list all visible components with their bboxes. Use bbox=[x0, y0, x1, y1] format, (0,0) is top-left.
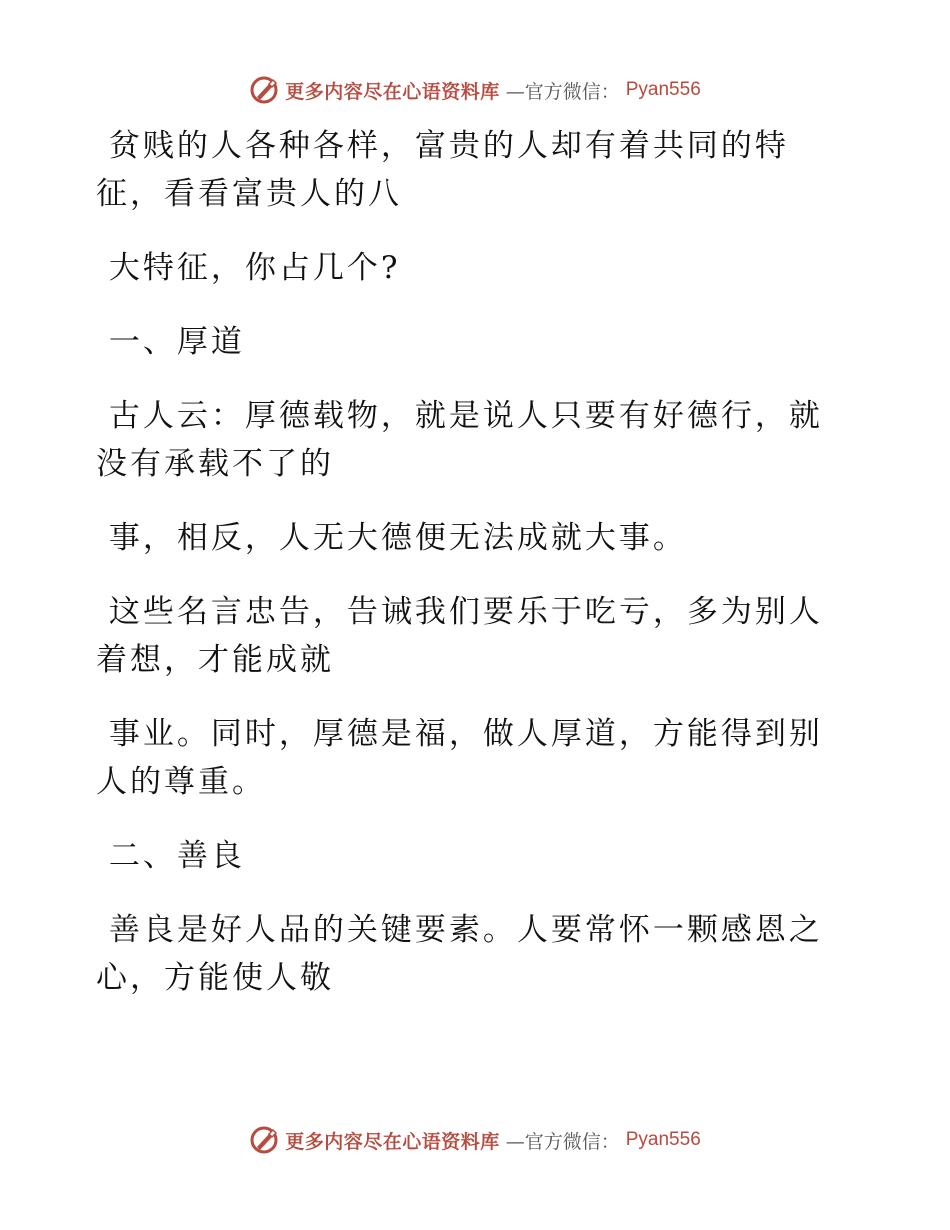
banner-wechat-id: Pyan556 bbox=[625, 1129, 701, 1150]
paragraph: 善良是好人品的关键要素。人要常怀一颗感恩之 心，方能使人敬 bbox=[96, 912, 823, 996]
paragraph: 这些名言忠告，告诫我们要乐于吃亏，多为别人 着想，才能成就 bbox=[96, 594, 823, 678]
banner-wechat-label: —官方微信： bbox=[505, 80, 620, 103]
document-body bbox=[96, 122, 856, 1028]
pen-circle-logo-icon bbox=[249, 75, 279, 105]
paragraph: 事业。同时，厚德是福，做人厚道，方能得到别 人的尊重。 bbox=[96, 716, 823, 800]
paragraph-question: 大特征，你占几个? bbox=[96, 250, 401, 286]
section-heading-1: 一、厚道 bbox=[96, 324, 245, 360]
paragraph: 事，相反，人无大德便无法成就大事。 bbox=[96, 520, 687, 556]
banner-title: 更多内容尽在心语资料库 bbox=[285, 1130, 500, 1153]
paragraph-intro: 贫贱的人各种各样，富贵的人却有着共同的特 征，看看富贵人的八 bbox=[96, 128, 789, 212]
banner-wechat-id: Pyan556 bbox=[625, 79, 701, 100]
banner-title: 更多内容尽在心语资料库 bbox=[285, 80, 500, 103]
pen-circle-logo-icon bbox=[249, 1125, 279, 1155]
section-heading-2: 二、善良 bbox=[96, 838, 245, 874]
paragraph: 古人云：厚德载物，就是说人只要有好德行，就 没有承载不了的 bbox=[96, 398, 823, 482]
footer-banner bbox=[0, 1120, 950, 1160]
banner-wechat-label: —官方微信： bbox=[505, 1130, 620, 1153]
header-banner bbox=[0, 70, 950, 110]
